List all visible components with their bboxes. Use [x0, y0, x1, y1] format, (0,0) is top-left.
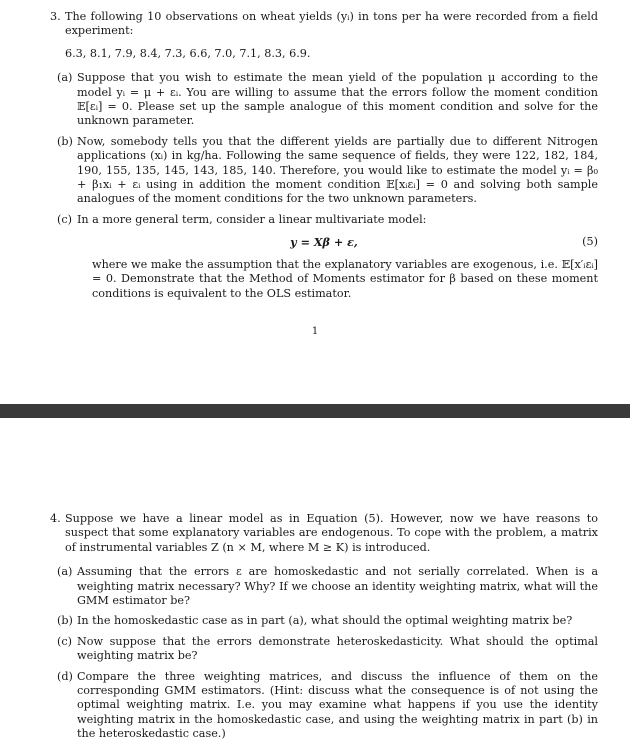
- part-text: Now, somebody tells you that the different yields are partially due to different Nitrogen applications (xᵢ) in kg/ha. Following the same sequence of fields, they were 122, 182, 184, 190, 155, 135, 145, 143, 185, 140. Therefore, you would like to estimate the model yᵢ = β₀ + β₁xᵢ + εᵢ using in addition the moment condition 𝔼[xᵢεᵢ] = 0 and solving both sample analogues of the moment conditions for the two unknown parameters.: [77, 134, 598, 206]
- question-3-intro: The following 10 observations on wheat yields (yᵢ) in tons per ha were recorded from a field experiment:: [65, 10, 598, 38]
- page-2: [0, 418, 630, 741]
- part-label: (b): [57, 614, 73, 628]
- equation-5: [50, 235, 598, 249]
- question-4-parts: [50, 565, 598, 741]
- part-text: In a more general term, consider a linear multivariate model:: [77, 212, 427, 226]
- part-text: Now suppose that the errors demonstrate heteroskedasticity. What should the optimal weighting matrix be?: [77, 634, 598, 663]
- part-3c: [50, 213, 598, 227]
- question-4-intro: Suppose we have a linear model as in Equation (5). However, now we have reasons to suspect that some explanatory variables are endogenous. To cope with the problem, a matrix of instrumental variables Z (n × M, where M ≥ K) is introduced.: [65, 512, 598, 554]
- part-text: In the homoskedastic case as in part (a), what should the optimal weighting matrix be?: [77, 614, 573, 628]
- part-label: (c): [57, 634, 72, 648]
- part-4a: [50, 565, 598, 608]
- part-3b: [50, 135, 598, 207]
- question-3-number: 3.: [50, 10, 61, 23]
- part-3c-continuation: where we make the assumption that the explanatory variables are exogenous, i.e. 𝔼[x′ᵢεᵢ] = 0. Demonstrate that the Method of Moments estimator for β based on these moment conditions is equivalent to the OLS estimator.: [92, 257, 598, 300]
- part-label: (d): [57, 669, 73, 683]
- question-3-parts: [50, 71, 598, 301]
- part-label: (a): [57, 565, 73, 579]
- part-label: (b): [57, 134, 73, 148]
- part-4c: [50, 635, 598, 664]
- question-4: [50, 512, 598, 748]
- observations: 6.3, 8.1, 7.9, 8.4, 7.3, 6.6, 7.0, 7.1, 8.3, 6.9.: [65, 46, 311, 60]
- equation-number: (5): [582, 235, 598, 249]
- page-separator: [0, 404, 630, 418]
- part-4b: [50, 614, 598, 628]
- part-text: Assuming that the errors ε are homoskedastic and not serially correlated. When is a weighting matrix necessary? Why? If we choose an identity weighting matrix, what will the GMM estimator be?: [77, 565, 598, 608]
- part-label: (c): [57, 212, 72, 226]
- question-4-number: 4.: [50, 512, 61, 525]
- page-number: 1: [311, 326, 319, 337]
- part-3a: [50, 71, 598, 129]
- part-text: Suppose that you wish to estimate the mean yield of the population μ according to the model yᵢ = μ + εᵢ. You are willing to assume that the errors follow the moment condition 𝔼[εᵢ] = 0. Please set up the sample analogue of this moment condition and solve for the unknown parameter.: [77, 71, 598, 128]
- question-3: [50, 10, 598, 301]
- part-4d: [50, 670, 598, 742]
- part-text: Compare the three weighting matrices, and discuss the influence of them on the corresponding GMM estimators. (Hint: discuss what the consequence is of not using the optimal weighting matrix. I.e. you may examine what happens if you use the identity weighting matrix in the homoskedastic case, and using the weighting matrix in part (b) in the heteroskedastic case.): [77, 669, 598, 741]
- part-label: (a): [57, 71, 73, 85]
- equation: y = Xβ + ε,: [290, 235, 358, 250]
